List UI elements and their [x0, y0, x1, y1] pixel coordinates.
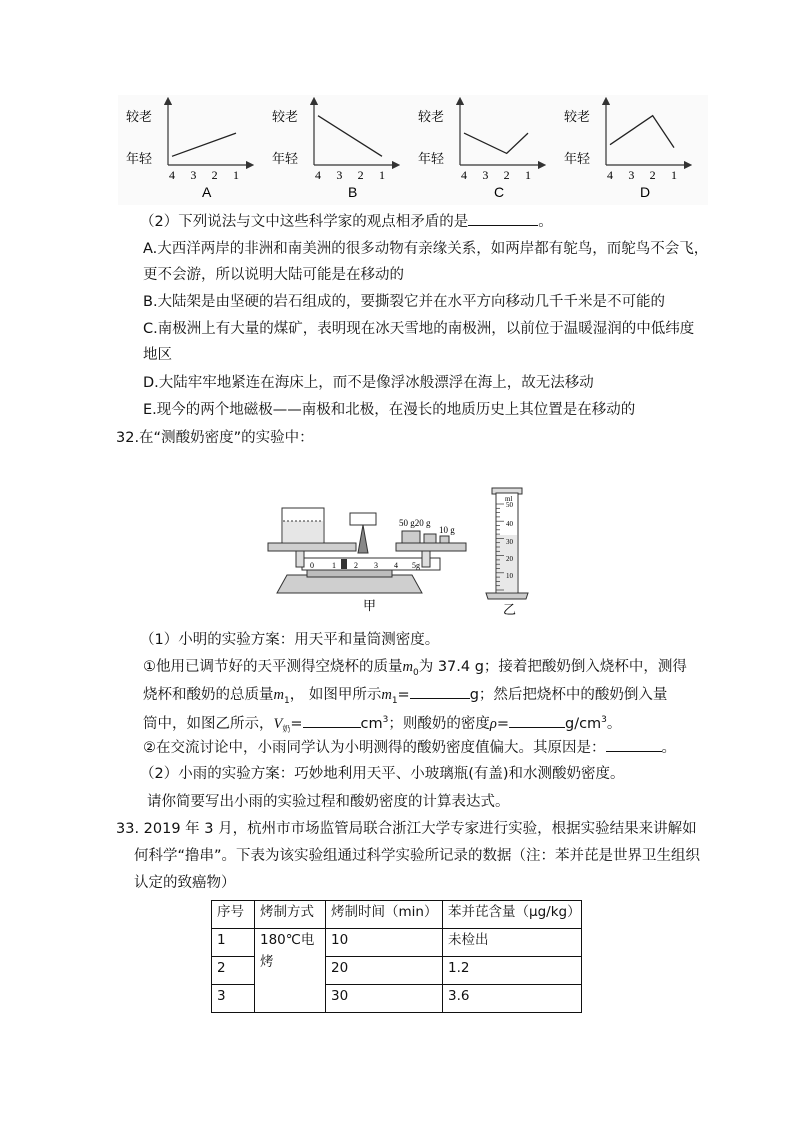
cyl-tick-50: 50: [506, 501, 513, 509]
q32-l3d: ；则酸奶的密度: [388, 715, 490, 732]
scale-5: 5g: [412, 561, 420, 570]
q32-line2: [143, 684, 667, 711]
q32-l3c: cm: [360, 715, 383, 732]
x-tick-label: 4: [461, 168, 467, 182]
cell-no: 2: [212, 957, 255, 985]
q32-l2b: ， 如图甲所示: [289, 687, 382, 703]
chart-letter: D: [640, 184, 651, 200]
q32-p3: 请你简要写出小雨的实验过程和酸奶密度的计算表达式。: [147, 794, 510, 810]
x-tick-label: 4: [607, 168, 613, 182]
var-m1b: m: [381, 687, 392, 703]
label-jia: 甲: [363, 599, 377, 614]
weight-10g-label: 10 g: [439, 525, 455, 535]
q31-option-a2: 更不会游，所以说明大陆可能是在移动的: [143, 267, 404, 283]
y-label-bottom: 年轻: [272, 152, 299, 167]
charts-svg: [118, 95, 708, 205]
cylinder-unit: ml: [505, 495, 513, 503]
var-v-sub: 奶: [282, 724, 291, 734]
x-tick-label: 3: [336, 168, 343, 182]
chart-letter: C: [494, 184, 505, 200]
q33-line2: 何科学“撸串”。下表为该实验组通过科学实验所记录的数据（注：苯并芘是世界卫生组织: [134, 848, 701, 864]
x-tick-label: 3: [190, 168, 197, 182]
table-header-row: [212, 901, 582, 929]
q32-l3b: =: [290, 715, 303, 732]
chart-panel: [118, 95, 708, 205]
scale-1: 1: [332, 561, 336, 570]
q32-l4: ②在交流讨论中，小雨同学认为小明测得的酸奶密度值偏大。其原因是：: [143, 740, 606, 756]
x-tick-label: 1: [671, 168, 677, 182]
chart-letter: B: [348, 184, 358, 200]
q32-l3f-sup: 3: [601, 715, 607, 725]
var-v: V: [273, 715, 283, 732]
var-m0-sub: 0: [412, 667, 419, 678]
cyl-tick-20: 20: [506, 555, 513, 563]
header-method: 烤制方式: [255, 901, 326, 929]
x-tick-label: 2: [649, 168, 656, 182]
y-label-bottom: 年轻: [126, 152, 153, 167]
q31-part2-end: 。: [538, 214, 553, 230]
mass-answer-blank[interactable]: [410, 684, 470, 699]
cell-method: 180℃电烤: [255, 929, 326, 1013]
q32-l4-end: 。: [661, 740, 676, 756]
cell-content: 3.6: [443, 985, 582, 1013]
chart-letter: A: [202, 184, 212, 200]
q32-l2c: =: [397, 687, 410, 703]
var-m0: m: [402, 659, 413, 675]
scale-2: 2: [354, 561, 358, 570]
q32-line3: [143, 710, 621, 740]
y-label-top: 较老: [564, 110, 591, 125]
volume-answer-blank[interactable]: [303, 713, 361, 728]
var-rho: ρ: [489, 715, 497, 732]
reason-answer-blank[interactable]: [606, 737, 662, 752]
scale-3: 3: [374, 561, 378, 570]
data-table: [211, 900, 582, 1013]
q33-line3: 认定的致癌物）: [134, 875, 236, 891]
q31-option-c1: C.南极洲上有大量的煤矿，表明现在冰天雪地的南极洲，以前位于温暖湿润的中低纬度: [143, 321, 695, 337]
density-answer-blank[interactable]: [509, 713, 565, 728]
cell-time: 10: [326, 929, 443, 957]
q32-line1: [143, 657, 687, 683]
q32-title: 32.在“测酸奶密度”的实验中：: [116, 430, 314, 446]
x-tick-label: 2: [357, 168, 364, 182]
q31-option-b: B.大陆架是由坚硬的岩石组成的，要撕裂它并在水平方向移动几千千米是不可能的: [143, 294, 666, 310]
q32-l3e: =: [496, 715, 509, 732]
y-label-top: 较老: [272, 110, 299, 125]
cell-no: 3: [212, 985, 255, 1013]
x-tick-label: 1: [233, 168, 239, 182]
q32-l2d: g；然后把烧杯中的酸奶倒入量: [469, 687, 668, 703]
cell-no: 1: [212, 929, 255, 957]
scale-4: 4: [394, 561, 398, 570]
balance-and-cylinder-illustration: [262, 483, 532, 618]
label-yi: 乙: [503, 603, 517, 618]
q32-p1: （1）小明的实验方案：用天平和量筒测密度。: [140, 632, 440, 648]
cell-time: 30: [326, 985, 443, 1013]
y-label-bottom: 年轻: [564, 152, 591, 167]
x-tick-label: 4: [169, 168, 175, 182]
q31-option-d: D.大陆牢牢地紧连在海床上，而不是像浮冰般漂浮在海上，故无法移动: [143, 375, 594, 391]
q32-l2a: 烧杯和酸奶的总质量: [143, 687, 274, 703]
header-time: 烤制时间（min）: [326, 901, 443, 929]
q31-part2-text: （2）下列说法与文中这些科学家的观点相矛盾的是: [140, 214, 469, 230]
series-line: [172, 133, 236, 156]
q31-part2: [140, 211, 553, 232]
cell-content: 未检出: [443, 929, 582, 957]
header-content: 苯并芘含量（μg/kg）: [443, 901, 582, 929]
x-tick-label: 2: [503, 168, 510, 182]
q31-option-a1: A.大西洋两岸的非洲和南美洲的很多动物有亲缘关系，如两岸都有鸵鸟，而鸵鸟不会飞，: [143, 241, 709, 257]
q32-line4: [143, 737, 676, 758]
q32-p2: （2）小雨的实验方案：巧妙地利用天平、小玻璃瓶(有盖)和水测酸奶密度。: [140, 766, 625, 782]
series-line: [610, 116, 674, 148]
q31-option-c2: 地区: [143, 347, 172, 363]
cyl-tick-40: 40: [506, 520, 513, 528]
x-tick-label: 1: [525, 168, 531, 182]
cyl-tick-10: 10: [506, 572, 513, 580]
x-tick-label: 1: [379, 168, 385, 182]
q32-l1a: ①他用已调节好的天平测得空烧杯的质量: [143, 659, 403, 675]
cell-content: 1.2: [443, 957, 582, 985]
cyl-tick-30: 30: [506, 538, 513, 546]
q32-l3c-sup: 3: [382, 715, 389, 725]
q31-option-e: E.现今的两个地磁极——南极和北极，在漫长的地质历史上其位置是在移动的: [143, 402, 636, 418]
q32-l3a: 筒中，如图乙所示，: [143, 715, 274, 732]
y-label-top: 较老: [418, 110, 445, 125]
series-line: [318, 116, 382, 157]
q31-answer-blank[interactable]: [468, 211, 538, 226]
x-tick-label: 2: [211, 168, 218, 182]
cell-time: 20: [326, 957, 443, 985]
var-m1-sub: 1: [283, 695, 290, 706]
weights-label: 50 g20 g: [399, 518, 431, 528]
q32-l3g: 。: [606, 715, 622, 732]
header-no: 序号: [212, 901, 255, 929]
x-tick-label: 3: [628, 168, 635, 182]
x-tick-label: 4: [315, 168, 321, 182]
table-row: [212, 929, 582, 957]
q32-l1b: 为 37.4 g；接着把酸奶倒入烧杯中，测得: [418, 659, 687, 675]
x-tick-label: 3: [482, 168, 489, 182]
series-line: [464, 133, 528, 153]
y-label-bottom: 年轻: [418, 152, 445, 167]
var-m1: m: [273, 687, 284, 703]
q32-figure: [262, 483, 532, 618]
y-label-top: 较老: [126, 110, 153, 125]
var-m1b-sub: 1: [391, 695, 398, 706]
q32-l3f: g/cm: [564, 715, 602, 732]
q33-line1: 33. 2019 年 3 月，杭州市市场监管局联合浙江大学专家进行实验，根据实验结果来讲解如: [116, 821, 697, 837]
scale-0: 0: [310, 561, 314, 570]
